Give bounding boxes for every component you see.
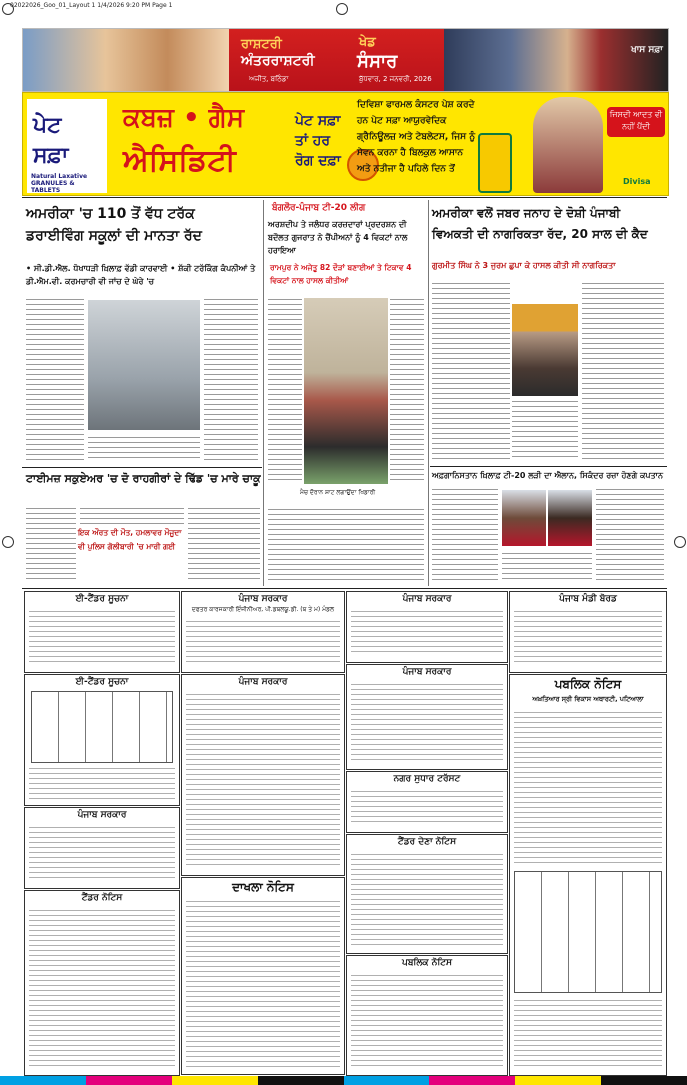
story1-truck-photo bbox=[88, 300, 200, 430]
rule bbox=[22, 467, 262, 468]
story3-subhead: ਗੁਰਮੀਤ ਸਿੰਘ ਨੇ 3 ਜੁਰਮ ਛੁਪਾ ਕੇ ਹਾਸਲ ਕੀਤੀ ਸੀ ਨਾਗਰਿਕਤਾ bbox=[432, 261, 616, 270]
brand-logo bbox=[27, 99, 107, 193]
notice-trust bbox=[346, 771, 508, 833]
story4-pull-quote-2: ਵੀ ਪੁਲਿਸ ਗੋਲੀਬਾਰੀ 'ਚ ਮਾਰੀ ਗਈ bbox=[78, 542, 176, 551]
notice-body bbox=[514, 608, 662, 666]
registration-mark-right bbox=[674, 536, 686, 548]
notice-e-tender bbox=[24, 591, 180, 673]
maker-logo: Divisa bbox=[623, 177, 651, 186]
story5-player-photo-2 bbox=[548, 490, 592, 546]
notice-title: ਪੰਜਾਬ ਸਰਕਾਰ bbox=[238, 594, 288, 604]
brand-line-1: ਪੇਟ bbox=[33, 113, 62, 138]
story2-tag: ਬੰਗਲੌਰ-ਪੰਜਾਬ ਟੀ-20 ਲੀਗ bbox=[266, 201, 432, 215]
notice-table bbox=[514, 871, 662, 993]
story1-subhead: • ਸੀ.ਡੀ.ਐਲ. ਧੋਖਾਧੜੀ ਖ਼ਿਲਾਫ਼ ਵੱਡੀ ਕਾਰਵਾਈ • ਸ਼ੱਕੀ ਟਰੱਕਿੰਗ ਕੰਪਨੀਆਂ ਤੇ ਡੀ.ਐਮ.ਵੀ. ਕਰਮਚਾਰੀ ਵੀ ਜਾਂਚ ਦੇ ਘੇਰੇ 'ਚ bbox=[26, 264, 256, 286]
registration-mark-left bbox=[2, 536, 14, 548]
brand-subline: Natural Laxative GRANULES & TABLETS bbox=[31, 173, 88, 194]
masthead-left-title-1: ਰਾਸ਼ਟਰੀ bbox=[241, 37, 282, 52]
story4-pull-quote bbox=[78, 528, 186, 560]
notice-e-tender-2 bbox=[24, 674, 180, 806]
ad-tagline-1: ਪੇਟ ਸਫ਼ਾ bbox=[295, 113, 341, 129]
column-rule bbox=[263, 200, 264, 586]
notice-body bbox=[29, 765, 175, 799]
masthead-right-title-1: ਖੇਡ bbox=[359, 35, 376, 50]
brand-line-2: ਸਫ਼ਾ bbox=[33, 143, 69, 168]
story2-cricket-photo bbox=[304, 298, 388, 484]
notice-subtitle: ਦਫਤਰ ਕਾਰਜਕਾਰੀ ਇੰਜੀਨੀਅਰ, ਪੀ.ਡਬਲਯੂ.ਡੀ. (ਬ ਤੇ ਮ) ਮੰਡਲ bbox=[191, 606, 335, 613]
notice-body bbox=[351, 972, 503, 1069]
product-bottle-icon bbox=[478, 133, 512, 193]
print-info: 02022026_Goo_01_Layout 1 1/4/2026 9:20 PM Page 1 bbox=[10, 2, 173, 9]
masthead-photo-right bbox=[444, 29, 668, 91]
story2-sub: ਰਾਮਪੁਰ ਨੇ ਅਜੇਤੂ 82 ਦੌੜਾਂ ਬਣਾਈਆਂ ਤੇ ਟਿਕਾਵ 4 ਵਿਕਟਾਂ ਨਾਲ ਹਾਸਲ ਕੀਤੀਆਂ bbox=[266, 259, 428, 289]
notice-tender-2 bbox=[346, 834, 508, 954]
notice-public-3 bbox=[346, 955, 508, 1076]
story5-player-photo-1 bbox=[502, 490, 546, 546]
story5-headline: ਅਫ਼ਗਾਨਿਸਤਾਨ ਖ਼ਿਲਾਫ਼ ਟੀ-20 ਲੜੀ ਦਾ ਐਲਾਨ, ਸਿਕੰਦਰ ਰਜ਼ਾ ਹੋਣਗੇ ਕਪਤਾਨ bbox=[432, 471, 663, 480]
story3-body-col3 bbox=[582, 280, 664, 460]
masthead-band bbox=[22, 28, 669, 92]
story1-body-col3 bbox=[88, 434, 200, 462]
swatch bbox=[429, 1076, 515, 1085]
rule bbox=[22, 197, 667, 198]
masthead-edition: ਅਜੀਤ, ਬਠਿੰਡਾ bbox=[249, 75, 289, 83]
notice-public-works bbox=[181, 591, 345, 673]
notice-title: ਪੰਜਾਬ ਸਰਕਾਰ bbox=[402, 667, 452, 677]
notice-govt-2 bbox=[181, 674, 345, 876]
story1-body-col2 bbox=[204, 296, 258, 462]
notice-title: ਪੰਜਾਬ ਮੰਡੀ ਬੋਰਡ bbox=[559, 594, 617, 604]
swatch bbox=[344, 1076, 430, 1085]
ad-tagline-2: ਤਾਂ ਹਰ bbox=[295, 133, 331, 149]
rule bbox=[22, 588, 667, 589]
story2-caption: ਮੈਚ ਦੌਰਾਨ ਸ਼ਾਟ ਲਗਾਉਂਦਾ ਖਿਡਾਰੀ bbox=[300, 489, 376, 496]
story3-portrait-photo bbox=[512, 304, 578, 396]
ad-blurb: ਦਿਵਿਸ਼ਾ ਫਾਰਮਲ ਕੰਸਟਰ ਪੇਸ਼ ਕਰਦੇ ਹਨ ਪੇਟ ਸਫ਼ਾ ਆਯੁਰਵੇਦਿਕ ਗ੍ਰੈਨਿਊਲਜ਼ ਅਤੇ ਟੇਬਲੇਟਸ, ਜਿਸ ਨੂੰ ਸੇਵਨ ਕਰਨਾ ਹੈ ਬਿਲਕੁਲ ਆਸਾਨ ਅਤੇ ਨਤੀਜਾ ਹੈ ਪਹਿਲੇ ਦਿਨ ਤੋਂ bbox=[357, 100, 476, 174]
notice-body bbox=[514, 997, 662, 1069]
story2-body-col2 bbox=[390, 296, 424, 482]
notice-title: ਈ-ਟੈਂਡਰ ਸੂਚਨਾ bbox=[75, 677, 129, 687]
masthead-right-title-2: ਸੰਸਾਰ bbox=[357, 51, 398, 72]
notice-title: ਟੈਂਡਰ ਦੇਣਾ ਨੋਟਿਸ bbox=[397, 837, 457, 847]
notice-body bbox=[351, 851, 503, 947]
story5-body-col3 bbox=[502, 550, 592, 582]
notice-body bbox=[186, 618, 340, 666]
swatch bbox=[172, 1076, 258, 1085]
masthead-photo-left bbox=[23, 29, 229, 91]
notice-body bbox=[186, 691, 340, 869]
story4-pull-quote-1: ਇਕ ਔਰਤ ਦੀ ਮੌਤ, ਹਮਲਾਵਰ ਮੌਜੂਦਾ bbox=[78, 528, 182, 537]
ad-badge: ਜਿਸਦੀ ਆਦਤ ਵੀ ਨਹੀਂ ਪੈਂਦੀ bbox=[607, 107, 665, 137]
notice-title: ਪਬਲਿਕ ਨੋਟਿਸ bbox=[402, 958, 452, 968]
notice-title: ਟੈਂਡਰ ਨੋਟਿਸ bbox=[81, 893, 123, 903]
masthead-red-panel bbox=[229, 29, 444, 91]
pet-safa-advert bbox=[22, 92, 669, 196]
story3-body-col2 bbox=[512, 398, 578, 460]
notice-body bbox=[351, 681, 503, 763]
notice-body bbox=[29, 907, 175, 1069]
column-rule bbox=[428, 200, 429, 586]
notice-title: ਈ-ਟੈਂਡਰ ਸੂਚਨਾ bbox=[75, 594, 129, 604]
notice-title: ਨਗਰ ਸੁਧਾਰ ਟਰੱਸਟ bbox=[393, 774, 461, 784]
story1-headline: ਅਮਰੀਕਾ 'ਚ 110 ਤੋਂ ਵੱਧ ਟਰੱਕ ਡਰਾਈਵਿੰਗ ਸਕੂਲਾਂ ਦੀ ਮਾਨਤਾ ਰੱਦ bbox=[26, 206, 202, 244]
notice-body bbox=[29, 824, 175, 882]
notice-govt-3 bbox=[346, 664, 508, 770]
story4-body-col3 bbox=[188, 505, 260, 581]
ad-headline-1: ਕਬਜ਼ • ਗੈਸ bbox=[123, 103, 245, 133]
notice-title: ਦਾਖਲਾ ਨੋਟਿਸ bbox=[232, 880, 294, 894]
story2-body-col3 bbox=[268, 506, 424, 582]
notice-title: ਪੰਜਾਬ ਸਰਕਾਰ bbox=[238, 677, 288, 687]
notice-body bbox=[514, 709, 662, 865]
story4-body-col2 bbox=[80, 505, 184, 525]
swatch bbox=[0, 1076, 86, 1085]
notice-public-2 bbox=[509, 674, 667, 1076]
notice-body bbox=[351, 608, 503, 656]
notice-tender bbox=[24, 890, 180, 1076]
story3-headline: ਅਮਰੀਕਾ ਵਲੋਂ ਜਬਰ ਜਨਾਹ ਦੇ ਦੋਸ਼ੀ ਪੰਜਾਬੀ ਵਿਅਕਤੀ ਦੀ ਨਾਗਰਿਕਤਾ ਰੱਦ, 20 ਸਾਲ ਦੀ ਕੈਦ bbox=[432, 206, 648, 241]
notice-body bbox=[186, 898, 340, 1068]
notice-body bbox=[29, 608, 175, 666]
notice-govt-4 bbox=[24, 807, 180, 889]
swatch bbox=[601, 1076, 687, 1085]
notice-admission bbox=[181, 877, 345, 1075]
ad-tagline-3: ਰੋਗ ਦਫ਼ਾ bbox=[295, 153, 341, 169]
swatch bbox=[258, 1076, 344, 1085]
notice-subtitle: ਅਖ਼ਤਿਆਰ ਸ੍ਰੀ ਵਿਕਾਸ ਅਥਾਰਟੀ, ਪਟਿਆਲਾ bbox=[532, 695, 644, 703]
story3-body-col1 bbox=[432, 280, 510, 460]
story5-body-col1 bbox=[432, 486, 498, 582]
story4-headline: ਟਾਈਮਜ਼ ਸਕੁਏਅਰ 'ਚ ਦੋ ਰਾਹਗੀਰਾਂ ਦੇ ਢਿੱਡ 'ਚ ਮਾਰੇ ਚਾਕੂ bbox=[26, 472, 261, 485]
notice-govt-1 bbox=[346, 591, 508, 663]
masthead-date: ਬੁੱਧਵਾਰ, 2 ਜਨਵਰੀ, 2026 bbox=[359, 75, 432, 83]
notice-table bbox=[31, 691, 173, 763]
story4-body-col1 bbox=[26, 505, 76, 581]
notice-title: ਪੰਜਾਬ ਸਰਕਾਰ bbox=[402, 594, 452, 604]
story2-headline: ਅਰਸ਼ਦੀਪ ਤੇ ਜਲੰਧਰ ਕਰਜ਼ਦਾਰਾਂ ਪ੍ਰਦਰਸ਼ਨ ਦੀ ਬਦੌਲਤ ਗੁਜਰਾਤ ਨੇ ਚੈਂਪੀਅਨਾਂ ਨੂੰ 4 ਵਿਕਟਾਂ ਨਾਲ ਹਰਾਇਆ bbox=[268, 220, 408, 255]
masthead-corner-text: ਖਾਸ ਸਫ਼ਾ bbox=[631, 45, 663, 55]
masthead-left-title-2: ਅੰਤਰਰਾਸ਼ਟਰੀ bbox=[241, 53, 315, 69]
notice-title: ਪਬਲਿਕ ਨੋਟਿਸ bbox=[554, 677, 622, 691]
rule bbox=[430, 466, 667, 467]
story2-body-col1 bbox=[268, 296, 302, 482]
color-calibration-bar bbox=[0, 1076, 687, 1085]
notice-title: ਪੰਜਾਬ ਸਰਕਾਰ bbox=[77, 810, 127, 820]
ad-tagline bbox=[295, 111, 341, 171]
story1-body-col1 bbox=[26, 296, 84, 462]
story5-body-col2 bbox=[596, 486, 664, 582]
swatch bbox=[86, 1076, 172, 1085]
swatch bbox=[515, 1076, 601, 1085]
notice-mandi-board bbox=[509, 591, 667, 673]
ad-model-photo bbox=[533, 97, 603, 193]
notice-body bbox=[351, 788, 503, 826]
ad-headline-2: ਐਸਿਡਿਟੀ bbox=[123, 143, 236, 178]
